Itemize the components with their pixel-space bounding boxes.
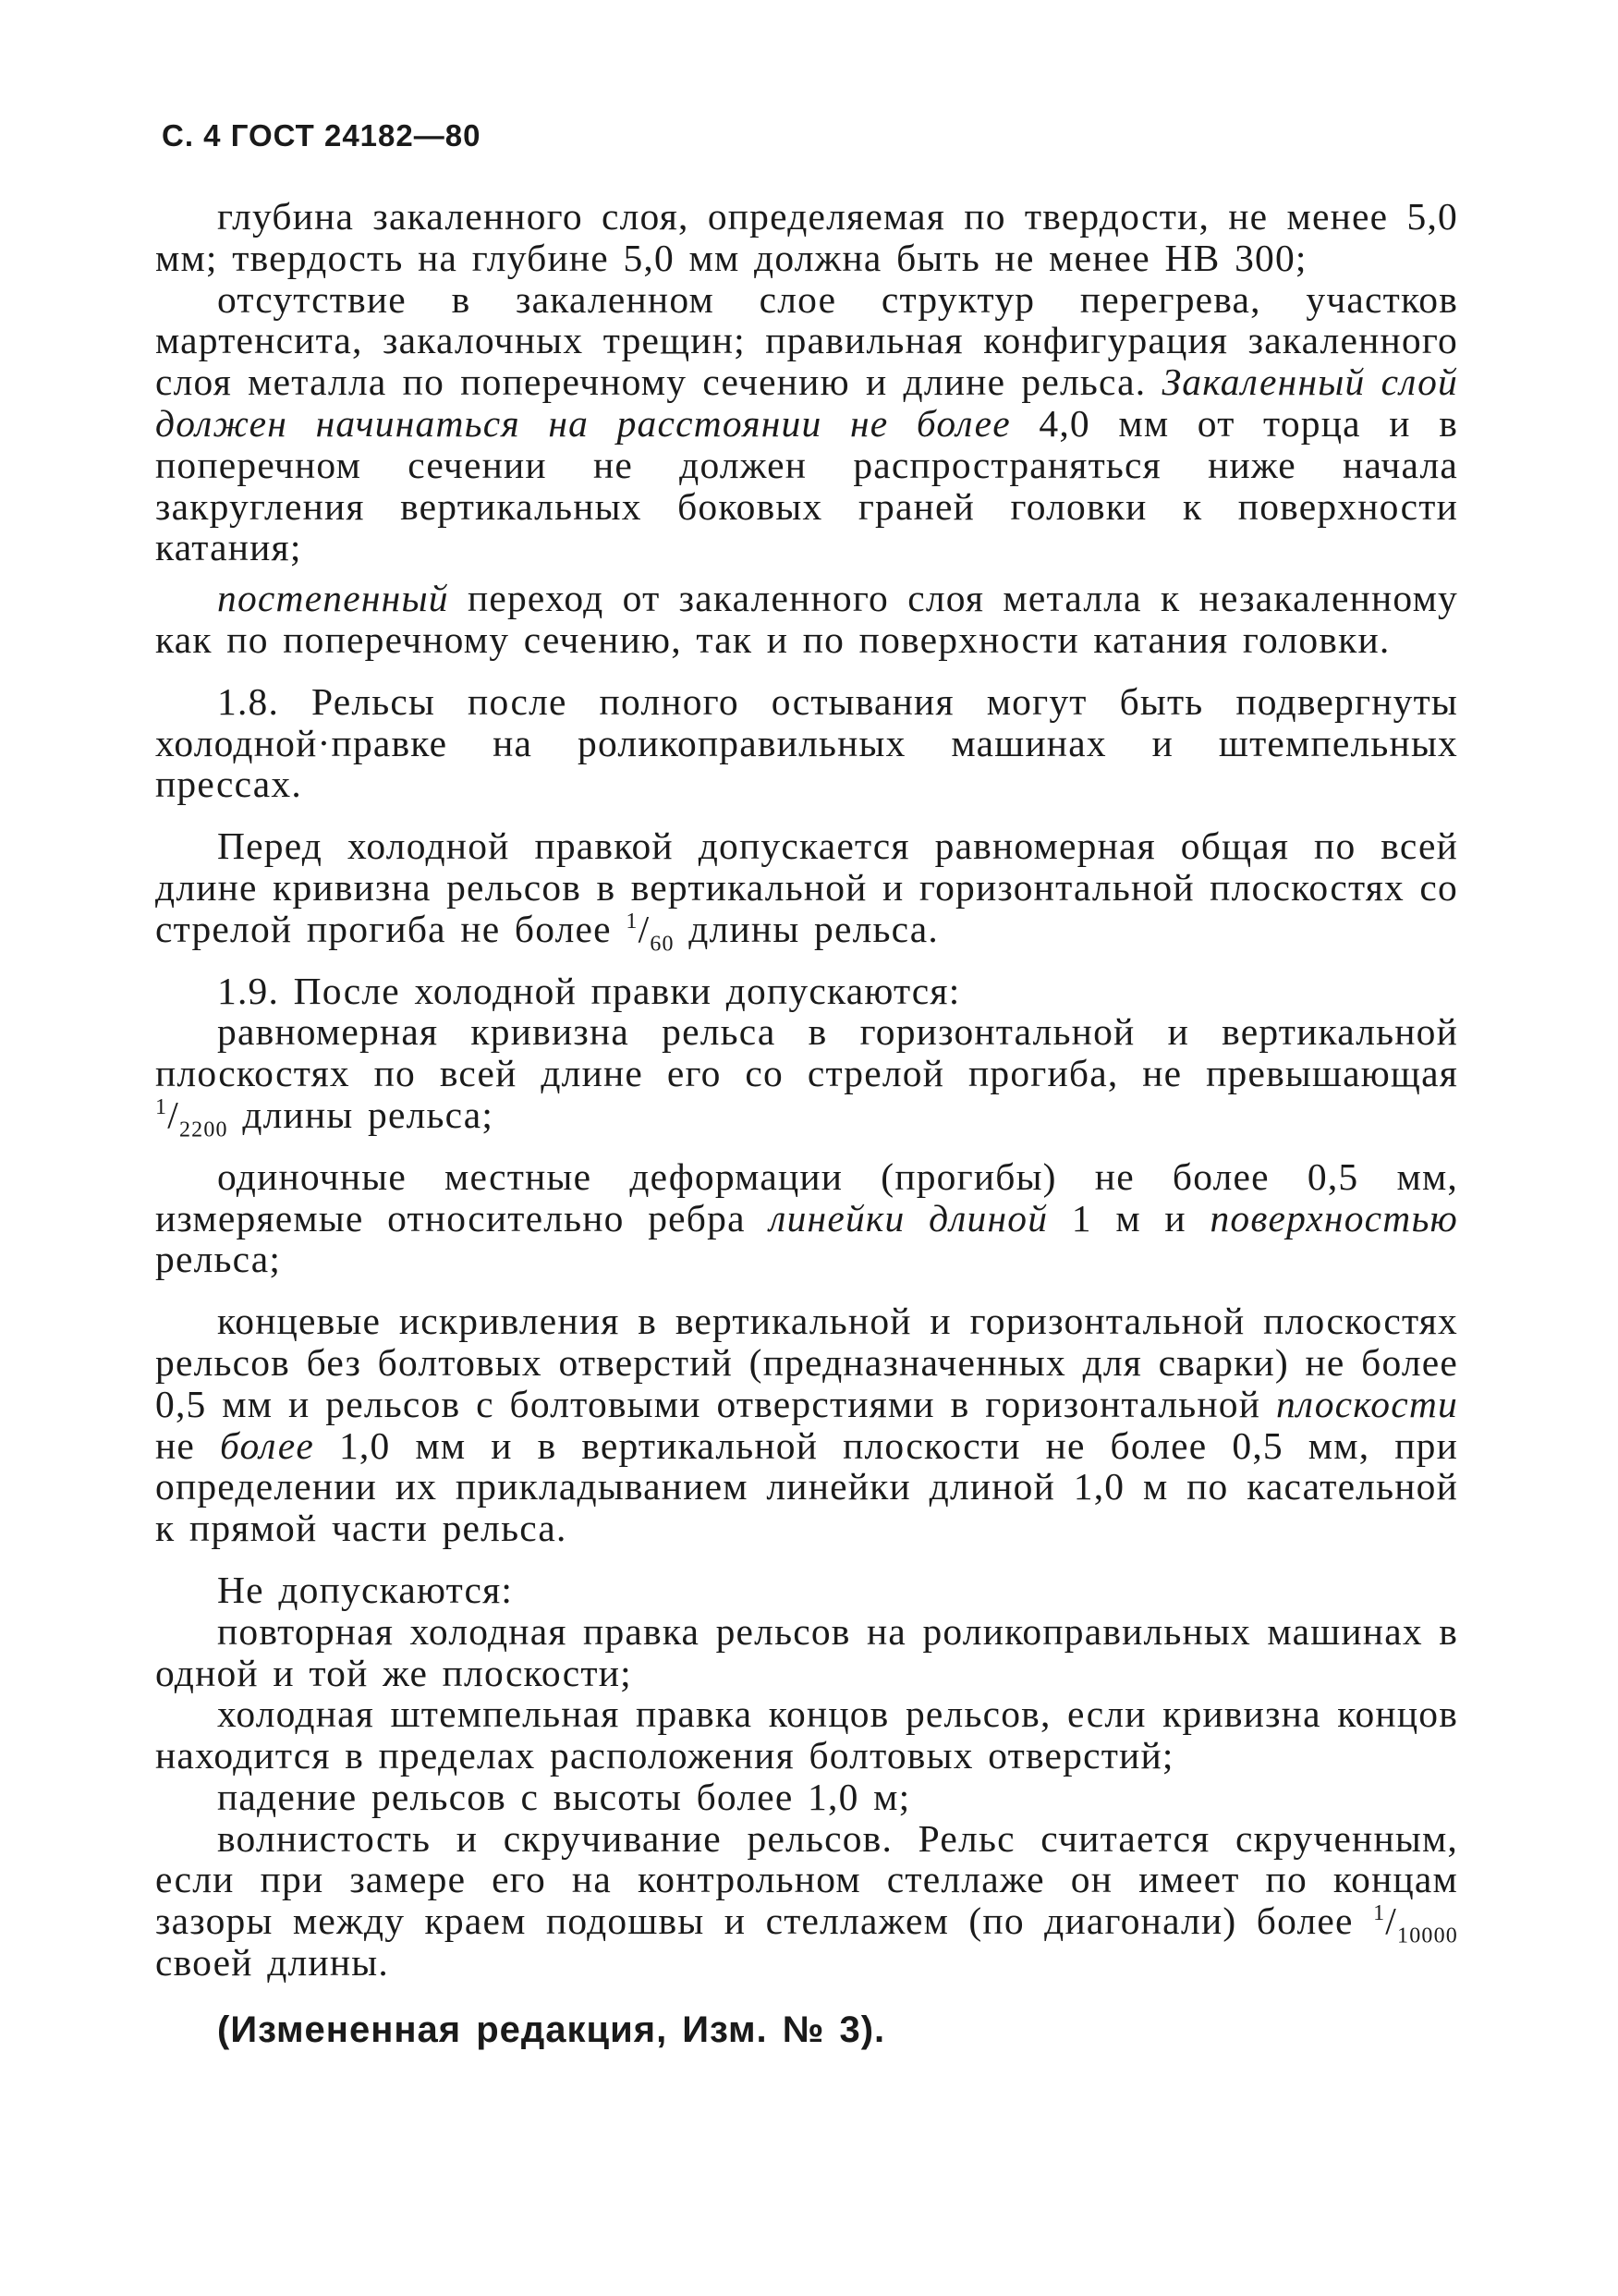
paragraph-waviness: волнистость и скручивание рельсов. Рельс считается скрученным, если при замере его на контрольном стеллаже он имеет по концам зазоры между краем подошвы и стеллажем (по диагонали) более $^1/_{10000}$ своей длины.	[155, 1816, 1458, 1985]
document-body	[155, 196, 1458, 2051]
paragraph-uniform-curvature: равномерная кривизна рельса в горизонтальной и вертикальной плоскостях по всей длине его со стрелой прогиба, не превышающая $^1/_{2200}$ длины рельса;	[155, 1010, 1458, 1142]
page-header: С. 4 ГОСТ 24182—80	[162, 118, 481, 153]
paragraph-not-allowed: Не допускаются:	[217, 1568, 514, 1611]
paragraph-local-deformations: одиночные местные деформации (прогибы) не более 0,5 мм, измеряемые относительно ребра линейки длиной 1 м и поверхностью рельса;	[155, 1154, 1458, 1281]
paragraph-stamp-straightening: холодная штемпельная правка концов рельсов, если кривизна концов находится в пределах расположения болтовых отверстий;	[155, 1692, 1458, 1777]
paragraph-repeated-straightening: повторная холодная правка рельсов на роликоправильных машинах в одной и той же плоскости;	[155, 1609, 1458, 1694]
paragraph-gradual-transition: постепенный переход от закаленного слоя металла к незакаленному как по поперечному сечению, так и по поверхности катания головки.	[155, 577, 1458, 661]
paragraph-no-overheating: отсутствие в закаленном слое структур перегрева, участков мартенсита, закалочных трещин; правильная конфигурация закаленного слоя металла по поперечному сечению и длине рельса. Закаленный слой должен начинаться на расстоянии не более 4,0 мм от торца и в поперечном сечении не должен распространяться ниже начала закругления вертикальных боковых граней головки к поверхности катания;	[155, 277, 1459, 569]
amendment-note: (Измененная редакция, Изм. № 3).	[217, 2009, 886, 2050]
paragraph-before-straightening: Перед холодной правкой допускается равномерная общая по всей длине кривизна рельсов в вертикальной и горизонтальной плоскостях со стрелой прогиба не более $^1/_{60}$ длины рельса.	[155, 824, 1458, 957]
paragraph-end-curvature: концевые искривления в вертикальной и горизонтальной плоскостях рельсов без болтовых отверстий (предназначенных для сварки) не более 0,5 мм и рельсов с болтовыми отверстиями в горизонтальной плоскости не более 1,0 мм и в вертикальной плоскости не более 0,5 мм, при определении их прикладыванием линейки длиной 1,0 м по касательной к прямой части рельса.	[155, 1300, 1458, 1550]
paragraph-hardened-depth: глубина закаленного слоя, определяемая по твердости, не менее 5,0 мм; твердость на глубине 5,0 мм должна быть не менее НВ 300;	[155, 195, 1458, 279]
paragraph-1-9: 1.9. После холодной правки допускаются:	[217, 969, 961, 1012]
paragraph-drop: падение рельсов с высоты более 1,0 м;	[217, 1775, 911, 1818]
paragraph-1-8: 1.8. Рельсы после полного остывания могут быть подвергнуты холодной·правке на роликоправильных машинах и штемпельных прессах.	[155, 679, 1458, 806]
